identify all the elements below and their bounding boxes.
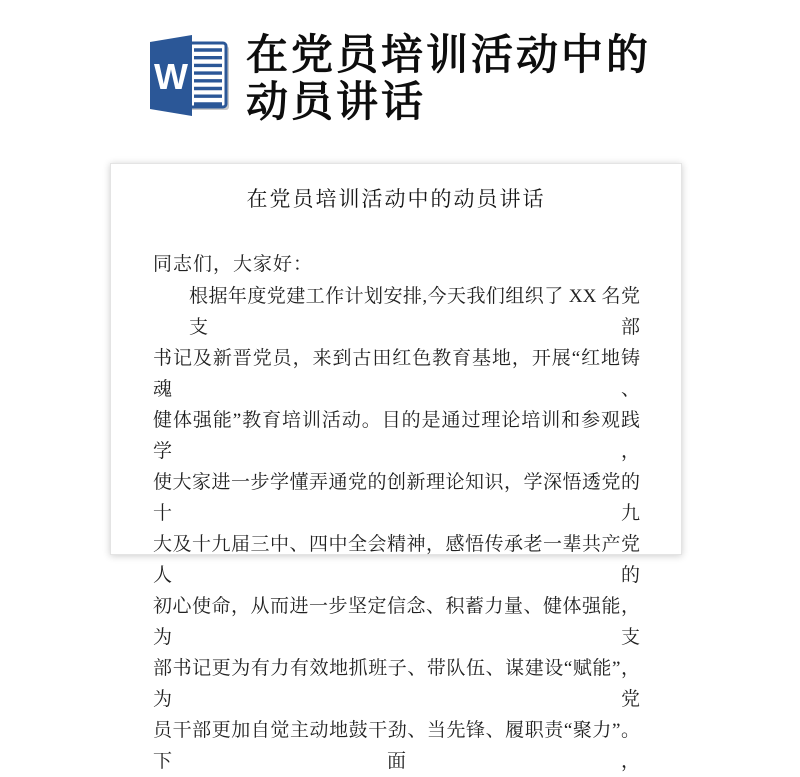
paragraph-line: 书记及新晋党员，来到古田红色教育基地，开展“红地铸魂、 <box>153 348 640 400</box>
paragraph-line: 部书记更为有力有效地抓班子、带队伍、谋建设“赋能”，为党 <box>153 658 640 710</box>
document-paragraph <box>153 281 640 777</box>
document-title: 在党员培训活动中的动员讲话 <box>246 187 546 211</box>
paragraph-line: 使大家进一步学懂弄通党的创新理论知识，学深悟透党的十九 <box>153 472 640 524</box>
paragraph-line: 健体强能”教育培训活动。目的是通过理论培训和参观践学， <box>153 410 640 462</box>
page-title-line-2: 动员讲话 <box>246 78 427 125</box>
word-icon-letter: W <box>154 56 188 97</box>
paragraph-line: 大及十九届三中、四中全会精神，感悟传承老一辈共产党人的 <box>153 534 640 586</box>
page-title <box>246 31 651 125</box>
paragraph-line: 员干部更加自觉主动地鼓干劲、当先锋、履职责“聚力”。下面， <box>153 720 640 772</box>
paragraph-line: 初心使命，从而进一步坚定信念、积蓄力量、健体强能，为支 <box>153 596 640 648</box>
greeting-line: 同志们，大家好： <box>153 254 314 275</box>
page-title-line-1: 在党员培训活动中的 <box>246 31 652 78</box>
word-document-icon <box>148 33 230 119</box>
paragraph-line: 根据年度党建工作计划安排,今天我们组织了 XX 名党支部 <box>189 286 640 338</box>
document-page <box>110 163 682 772</box>
